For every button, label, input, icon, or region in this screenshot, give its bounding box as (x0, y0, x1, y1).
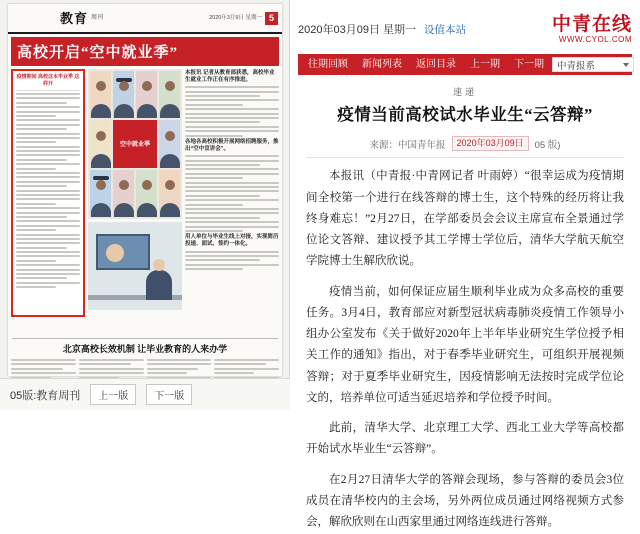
site-navbar (298, 54, 632, 75)
article-paragraph: 此前，清华大学、北京理工大学、西北工业大学等高校都开始试水毕业生“云答辩”。 (306, 422, 624, 456)
article-paragraph: 疫情当前，如何保证应届生顺利毕业成为众多高校的重要任务。3月4日，教育部应对新型冠状病毒肺炎疫情工作领导小组办公室发布《关于做好2020年上半年毕业研究生学位授予相关工作的通知》指出，对于春季毕业研究生，可组织开展视频答辩；对于夏季毕业研究生，因疫情影响无法按时完成学位论文的，培养单位可适当延迟培养和学位授予时间。 (306, 285, 624, 404)
newspaper-preview-pane (0, 0, 290, 410)
newspaper-banner-headline: 高校开启“空中就业季” (11, 37, 279, 66)
nav-item-news-list[interactable]: 新闻列表 (362, 59, 402, 70)
column-blurb: 各地各高校积极开展网络招聘服务，推出“空中宣讲会”。 (185, 138, 279, 153)
illustration-portrait (136, 170, 157, 217)
masthead-logo: 教育 (60, 10, 89, 26)
column-blurb: 用人单位与毕业生线上对接，实现简历投递、面试、签约一体化。 (185, 234, 279, 248)
newspaper-page[interactable] (8, 4, 282, 376)
nav-item-prev-issue[interactable]: 上一期 (470, 59, 500, 70)
article-paragraph: 在2月27日清华大学的答辩会现场，参与答辩的委员会3位成员在清华校内的主会场，另外两位成员通过网络视频方式参会，解欣欣则在山西家里通过网络连线进行答辩。 (306, 473, 624, 529)
newspaper-illustration (88, 69, 182, 219)
illustration-portrait (113, 170, 134, 217)
newspaper-column-3 (185, 69, 279, 335)
selected-article-box[interactable] (11, 69, 85, 317)
chevron-down-icon (623, 63, 629, 67)
newspaper-columns (8, 66, 282, 338)
newspaper-toolbar (0, 378, 290, 410)
article-kicker: 速递 (452, 87, 477, 97)
article-source: 来源：中国青年报 (369, 139, 446, 151)
nav-item-back-to-index[interactable]: 返回目录 (416, 59, 456, 70)
article-meta (306, 136, 624, 158)
site-header-left (298, 21, 466, 37)
article-text-lines (16, 93, 80, 288)
illustration-portrait (159, 120, 180, 167)
site-logo[interactable] (552, 15, 632, 44)
publication-select-value: 中青报系 (557, 60, 596, 72)
illustration-portrait (90, 120, 111, 167)
illustration-portrait (159, 170, 180, 217)
next-page-button[interactable]: 下一版 (146, 384, 192, 405)
nav-item-past-issues[interactable]: 往期回顾 (308, 59, 348, 70)
nav-item-next-issue[interactable]: 下一期 (514, 59, 544, 70)
article-text-lines (185, 86, 279, 136)
illustration-portrait (136, 71, 157, 118)
article-body (290, 75, 640, 534)
masthead-right (209, 12, 278, 25)
selected-article-title: 疫情期间 高校这本毕业季 这样开 (16, 74, 80, 91)
publication-select[interactable] (552, 57, 634, 72)
article-date-badge: 2020年03月09日 (452, 136, 529, 151)
site-date: 2020年03月09日 星期一 (298, 24, 416, 36)
illustration-portrait (113, 71, 134, 118)
illustration-center-banner: 空中就业季 (113, 120, 157, 167)
masthead-page-badge: 5 (265, 12, 278, 25)
article-title: 疫情当前高校试水毕业生“云答辩” (337, 105, 593, 124)
site-header (290, 0, 640, 52)
article-text-lines (185, 155, 279, 232)
article-pane (290, 0, 640, 529)
site-logo-name: 中青在线 (551, 13, 632, 35)
article-text-lines (185, 251, 279, 271)
article-paragraph: 本报讯（中青报·中青网记者 叶雨婷）“很幸运成为疫情期间全校第一个进行在线答辩的博士生，这个特殊的经历将让我终身难忘！”2月27日，在学部委员会会议主席宣布全景通过学位论文答辩、建议授予其工学博士学位后，清华大学航天航空学院博士生解欣欣说。 (306, 170, 624, 268)
current-page-label: 05版:教育周刊 (10, 389, 81, 402)
masthead-date: 2020年3月9日 星期一 (209, 14, 262, 21)
collect-site-link[interactable]: 设值本站 (424, 24, 466, 36)
prev-page-button[interactable]: 上一版 (90, 384, 136, 405)
newspaper-column-1 (11, 69, 85, 335)
site-logo-url: WWW.CYOL.COM (558, 34, 632, 44)
column-blurb: 本报讯 记者从教育部获悉，高校毕业生就业工作正在有序推进。 (185, 70, 275, 84)
illustration-portrait (159, 71, 180, 118)
illustration-portrait (90, 71, 111, 118)
masthead-logo-sub: 周刊 (91, 14, 104, 21)
illustration-portrait (90, 170, 111, 217)
newspaper-sub-illustration (88, 222, 182, 310)
newspaper-column-2 (88, 69, 182, 335)
newspaper-footline: 北京高校长效机制 让毕业教育的人来办学 (12, 338, 278, 357)
article-page-number: 05 版) (534, 139, 561, 151)
newspaper-masthead (8, 4, 282, 34)
